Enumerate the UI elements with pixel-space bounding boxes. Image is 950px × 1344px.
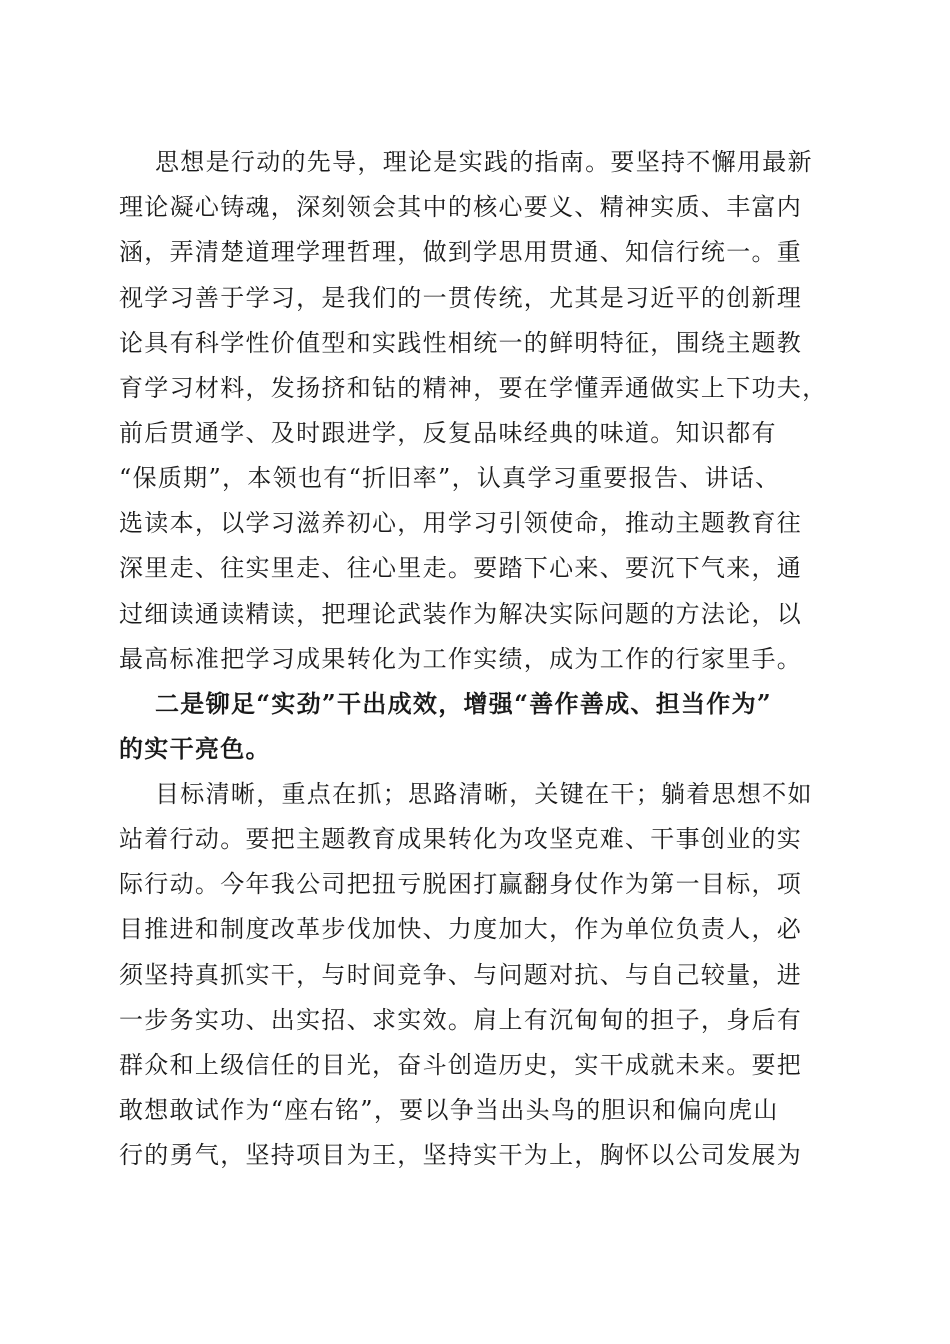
text-line: 敢想敢试作为“座右铭”，要以争当出头鸟的胆识和偏向虎山 xyxy=(119,1096,779,1124)
heading-line: 的实干亮色。 xyxy=(119,734,271,763)
text-line: 深里走、往实里走、往心里走。要踏下心来、要沉下气来，通 xyxy=(119,554,803,582)
text-line: 视学习善于学习，是我们的一贯传统，尤其是习近平的创新理 xyxy=(119,284,803,312)
text-line: 一步务实功、出实招、求实效。肩上有沉甸甸的担子，身后有 xyxy=(119,1006,803,1034)
text-line: 选读本，以学习滋养初心，用学习引领使命，推动主题教育往 xyxy=(119,509,803,537)
text-line: 际行动。今年我公司把扭亏脱困打赢翻身仗作为第一目标，项 xyxy=(119,870,803,898)
text-line: 思想是行动的先导，理论是实践的指南。要坚持不懈用最新 xyxy=(155,148,813,176)
text-line: 最高标准把学习成果转化为工作实绩，成为工作的行家里手。 xyxy=(119,645,803,673)
text-line: 过细读通读精读，把理论武装作为解决实际问题的方法论，以 xyxy=(119,600,803,628)
text-line: 理论凝心铸魂，深刻领会其中的核心要义、精神实质、丰富内 xyxy=(119,193,803,221)
text-line: 须坚持真抓实干，与时间竞争、与问题对抗、与自己较量，进 xyxy=(119,961,803,989)
text-line: 目标清晰，重点在抓；思路清晰，关键在干；躺着思想不如 xyxy=(155,780,813,808)
text-line: 涵，弄清楚道理学理哲理，做到学思用贯通、知信行统一。重 xyxy=(119,238,803,266)
text-line: 群众和上级信任的目光，奋斗创造历史，实干成就未来。要把 xyxy=(119,1051,803,1079)
text-line: 育学习材料，发扬挤和钻的精神，要在学懂弄通做实上下功夫， xyxy=(119,374,828,402)
heading-line: 二是铆足“实劲”干出成效，增强“善作善成、担当作为” xyxy=(155,689,773,718)
text-line: 前后贯通学、及时跟进学，反复品味经典的味道。知识都有 xyxy=(119,419,777,447)
text-line: “保质期”，本领也有“折旧率”，认真学习重要报告、讲话、 xyxy=(119,464,781,492)
text-line: 目推进和制度改革步伐加快、力度加大，作为单位负责人，必 xyxy=(119,915,803,943)
text-line: 论具有科学性价值型和实践性相统一的鲜明特征，围绕主题教 xyxy=(119,329,803,357)
text-line: 行的勇气，坚持项目为王，坚持实干为上，胸怀以公司发展为 xyxy=(119,1141,803,1169)
text-line: 站着行动。要把主题教育成果转化为攻坚克难、干事创业的实 xyxy=(119,825,803,853)
